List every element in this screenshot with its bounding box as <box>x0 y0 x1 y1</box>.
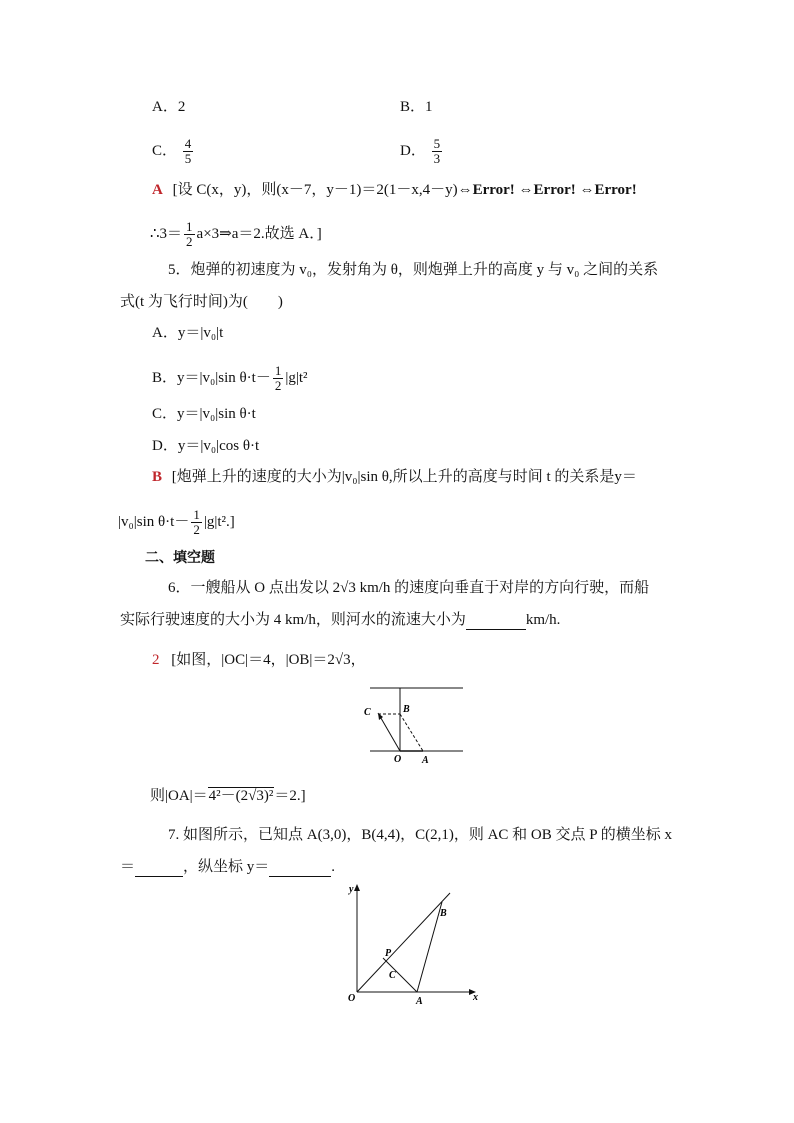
answer-letter: B <box>152 469 163 485</box>
fraction: $\frac{1}{2}$ <box>186 219 193 249</box>
answer-blank-x[interactable] <box>135 860 183 877</box>
square-root: 4²－(2√3)² <box>208 788 274 804</box>
q4-option-d: D． $\frac{5}{3}$ <box>400 136 441 166</box>
dashed-ba <box>400 714 423 751</box>
label-o: O <box>348 993 356 1004</box>
q6-answer: 2 [如图，|OC|＝4，|OB|＝2√3， <box>152 652 366 668</box>
q5-stem-line2: 式(t 为飞行时间)为( ) <box>120 294 283 310</box>
label-b: B <box>403 704 410 715</box>
q5-option-d: D．y＝|v₀|cos θ·t <box>152 438 260 454</box>
line-ob <box>357 893 450 992</box>
q5-option-b: B．y＝|v₀|sin θ·t－ $\frac{1}{2}$ |g|t² <box>152 363 308 393</box>
q5-answer-line2: |v₀|sin θ·t－ $\frac{1}{2}$ |g|t².] <box>118 507 235 537</box>
q5-answer-line1: B [炮弹上升的速度的大小为|v₀|sin θ,所以上升的高度与时间 t 的关系是y＝ <box>152 469 637 485</box>
q7-stem-line1: 7. 如图所示，已知点 A(3,0)，B(4,4)，C(2,1)，则 AC 和 OB 交点 P 的横坐标 x <box>168 827 673 843</box>
error-text: Error! <box>533 182 576 198</box>
vector-oc <box>378 713 400 751</box>
label-o: O <box>394 754 402 765</box>
fraction: $\frac{5}{3}$ <box>433 136 441 166</box>
answer-value: 2 <box>152 652 160 668</box>
label-x: x <box>473 992 478 1003</box>
answer-letter: A <box>152 182 163 198</box>
q5-option-c: C．y＝|v₀|sin θ·t <box>152 406 256 422</box>
q6-result: 则|OA|＝4²－(2√3)²＝2.] <box>150 788 306 804</box>
q6-stem-line1: 6．一艘船从 O 点出发以 2√3 km/h 的速度向垂直于对岸的方向行驶，而船 <box>168 580 650 596</box>
q5-stem-line1: 5．炮弹的初速度为 v₀，发射角为 θ，则炮弹上升的高度 y 与 v₀ 之间的关系 <box>168 262 659 278</box>
label-a: A <box>416 996 423 1007</box>
label-c: C <box>389 970 396 981</box>
error-text: Error! <box>472 182 515 198</box>
section-title: 二、填空题 <box>145 550 215 566</box>
q4-option-b: B．1 <box>400 99 433 115</box>
q4-option-a: A．2 <box>152 99 186 115</box>
answer-blank-y[interactable] <box>269 860 331 877</box>
q5-option-a: A．y＝|v₀|t <box>152 325 224 341</box>
label-p: P <box>385 948 392 959</box>
fraction: $\frac{1}{2}$ <box>274 363 282 393</box>
q7-stem-line2: ＝ ，纵坐标 y＝ . <box>120 859 336 875</box>
fraction: $\frac{1}{2}$ <box>193 507 200 537</box>
q6-stem-line2: 实际行驶速度的大小为 4 km/h，则河水的流速大小为 km/h. <box>120 612 561 628</box>
answer-blank[interactable] <box>466 613 526 630</box>
label-a: A <box>422 755 429 766</box>
q4-answer-line2: ∴3＝ $\frac{1}{2}$ a×3⇒a＝2.故选 A．] <box>150 219 322 249</box>
error-text: Error! <box>594 182 637 198</box>
coordinate-diagram <box>340 880 485 1008</box>
fraction: $\frac{4}{5}$ <box>184 136 192 166</box>
q4-option-c: C． $\frac{4}{5}$ <box>152 136 192 166</box>
label-y: y <box>349 884 354 895</box>
river-diagram <box>360 683 470 768</box>
label-b: B <box>440 908 447 919</box>
y-axis-arrow <box>354 884 360 891</box>
q4-answer-line1: A [设 C(x，y)，则(x－7，y－1)＝2(1－x,4－y)⇔Error! ⇔Error! ⇔Error! <box>152 182 637 198</box>
label-c: C <box>364 707 371 718</box>
